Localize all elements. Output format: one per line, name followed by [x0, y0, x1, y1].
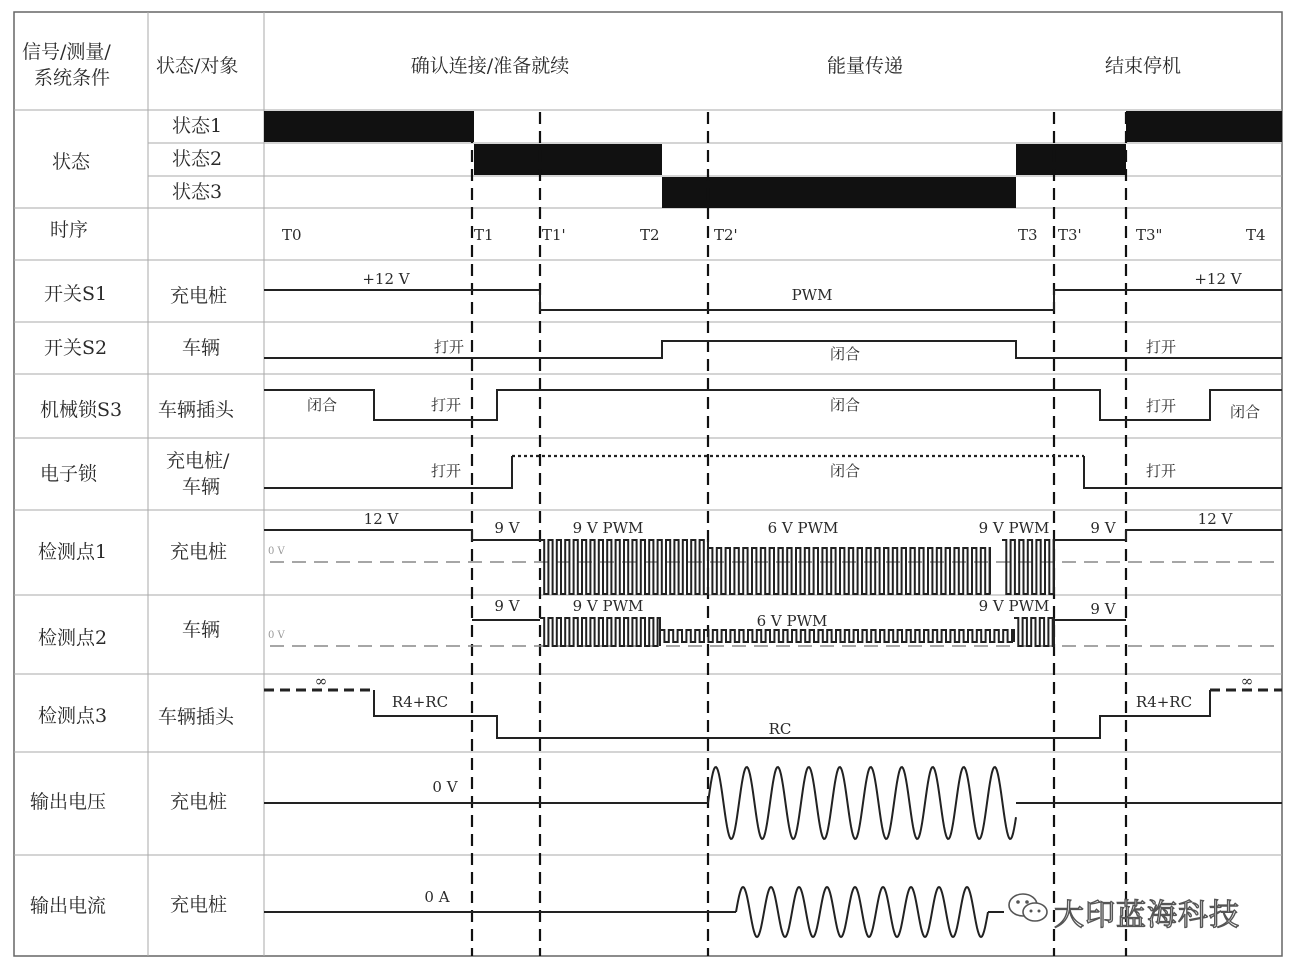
row-label-vout: 输出电压 [30, 791, 107, 813]
cp2-9v-right: 9 V [1090, 600, 1116, 618]
cp2-object: 车辆 [182, 619, 221, 641]
row-label-timing: 时序 [50, 219, 89, 241]
cp3-r4rc-right: R4+RC [1135, 693, 1193, 711]
s2-state-open-left: 打开 [433, 338, 465, 356]
state2-bar-a [474, 144, 662, 175]
state3-label: 状态3 [172, 181, 223, 203]
t4-label: T4 [1246, 226, 1266, 244]
s3-state-b: 打开 [430, 396, 462, 414]
s1-level-pwm: PWM [791, 286, 833, 304]
state1-bar-b [1126, 111, 1282, 142]
t3-label: T3 [1018, 226, 1038, 244]
header-phase-connect: 确认连接/准备就续 [410, 55, 570, 77]
cp1-6vpwm: 6 V PWM [767, 519, 839, 537]
cp3-trace [374, 690, 1210, 738]
t1p-label: T1' [542, 226, 566, 244]
zero-references [270, 562, 1282, 646]
row-label-cp3: 检测点3 [38, 705, 108, 727]
state1-label: 状态1 [172, 115, 223, 137]
t2p-label: T2' [714, 226, 738, 244]
signal-traces [264, 290, 1282, 912]
elock-state-closed: 闭合 [829, 462, 861, 480]
vout-object: 充电桩 [170, 791, 228, 813]
state-bars [264, 111, 1282, 208]
s1-level-left: +12 V [362, 270, 410, 288]
cp3-object: 车辆插头 [158, 706, 235, 728]
s2-state-closed: 闭合 [829, 345, 861, 363]
cp1-pwm-9v-left [540, 540, 708, 594]
elock-state-open-right: 打开 [1145, 462, 1177, 480]
state2-bar-b [1016, 144, 1126, 175]
elock-trace-solid-left [264, 466, 512, 488]
elock-object-line1: 充电桩/ [166, 450, 230, 472]
cp2-zero-label: 0 V [268, 630, 285, 641]
vout-ac-wave [708, 767, 1016, 839]
cp1-9vpwm-left: 9 V PWM [572, 519, 644, 537]
t3p-label: T3' [1058, 226, 1082, 244]
s1-level-right: +12 V [1194, 270, 1242, 288]
elock-object-line2: 车辆 [182, 476, 221, 498]
header-phase-energy: 能量传递 [826, 55, 904, 77]
elock-trace-solid-right [1084, 466, 1282, 488]
cp3-r4rc-left: R4+RC [391, 693, 449, 711]
cp1-9v-left: 9 V [494, 519, 520, 537]
cp2-pwm-9v-left [540, 618, 660, 646]
t2-label: T2 [640, 226, 660, 244]
t3pp-label: T3" [1136, 226, 1163, 244]
wechat-icon [1006, 890, 1050, 926]
cp1-object: 充电桩 [170, 541, 228, 563]
s1-object: 充电桩 [170, 285, 228, 307]
header-signal-line2: 系统条件 [34, 67, 111, 89]
cp2-9v-left: 9 V [494, 597, 520, 615]
cp1-9vpwm-right: 9 V PWM [978, 519, 1050, 537]
cp3-infinity-right: ∞ [1240, 672, 1254, 690]
s2-object: 车辆 [182, 337, 221, 359]
header-signal-line1: 信号/测量/ [22, 41, 111, 63]
row-label-state: 状态 [52, 151, 91, 173]
row-label-s1: 开关S1 [44, 283, 108, 305]
elock-state-open-left: 打开 [430, 462, 462, 480]
s2-trace [264, 341, 1282, 358]
cp1-pwm-6v [708, 548, 990, 594]
cp2-9vpwm-left: 9 V PWM [572, 597, 644, 615]
t0-label: T0 [282, 226, 302, 244]
row-label-cp2: 检测点2 [38, 627, 108, 649]
row-label-elock: 电子锁 [40, 463, 98, 485]
cp2-pwm-9v-right [1014, 618, 1054, 646]
cp1-trace-return [1054, 530, 1282, 540]
s2-state-open-right: 打开 [1145, 338, 1177, 356]
s3-object: 车辆插头 [158, 399, 235, 421]
watermark-text: 大印蓝海科技 [1054, 898, 1240, 933]
cp1-zero-label: 0 V [268, 546, 285, 557]
cp1-12v-right: 12 V [1197, 510, 1233, 528]
state3-bar [662, 177, 1016, 208]
iout-zero-label: 0 A [424, 888, 450, 906]
cp2-6vpwm: 6 V PWM [756, 612, 828, 630]
cp2-9vpwm-right: 9 V PWM [978, 597, 1050, 615]
cp1-12v-left: 12 V [363, 510, 399, 528]
vout-zero-label: 0 V [432, 778, 458, 796]
row-label-cp1: 检测点1 [38, 541, 108, 563]
s3-trace [264, 390, 1282, 420]
cp3-rc: RC [768, 720, 792, 738]
row-label-s2: 开关S2 [44, 337, 108, 359]
cp2-pwm-6v [660, 630, 1014, 642]
row-label-s3: 机械锁S3 [40, 399, 123, 421]
row-label-iout: 输出电流 [30, 895, 107, 917]
iout-object: 充电桩 [170, 894, 228, 916]
cp3-infinity-left: ∞ [314, 672, 328, 690]
s3-state-e: 闭合 [1229, 403, 1261, 421]
header-state-object: 状态/对象 [156, 55, 239, 77]
s3-state-a: 闭合 [306, 396, 338, 414]
s3-state-d: 打开 [1145, 397, 1177, 415]
cp1-9v-right: 9 V [1090, 519, 1116, 537]
state1-bar-a [264, 111, 474, 142]
s3-state-c: 闭合 [829, 396, 861, 414]
iout-ac-wave [736, 887, 988, 937]
state2-label: 状态2 [172, 148, 223, 170]
s1-trace [264, 290, 1282, 310]
cp1-pwm-9v-right [1002, 540, 1054, 594]
header-phase-stop: 结束停机 [1104, 55, 1182, 77]
t1-label: T1 [474, 226, 494, 244]
